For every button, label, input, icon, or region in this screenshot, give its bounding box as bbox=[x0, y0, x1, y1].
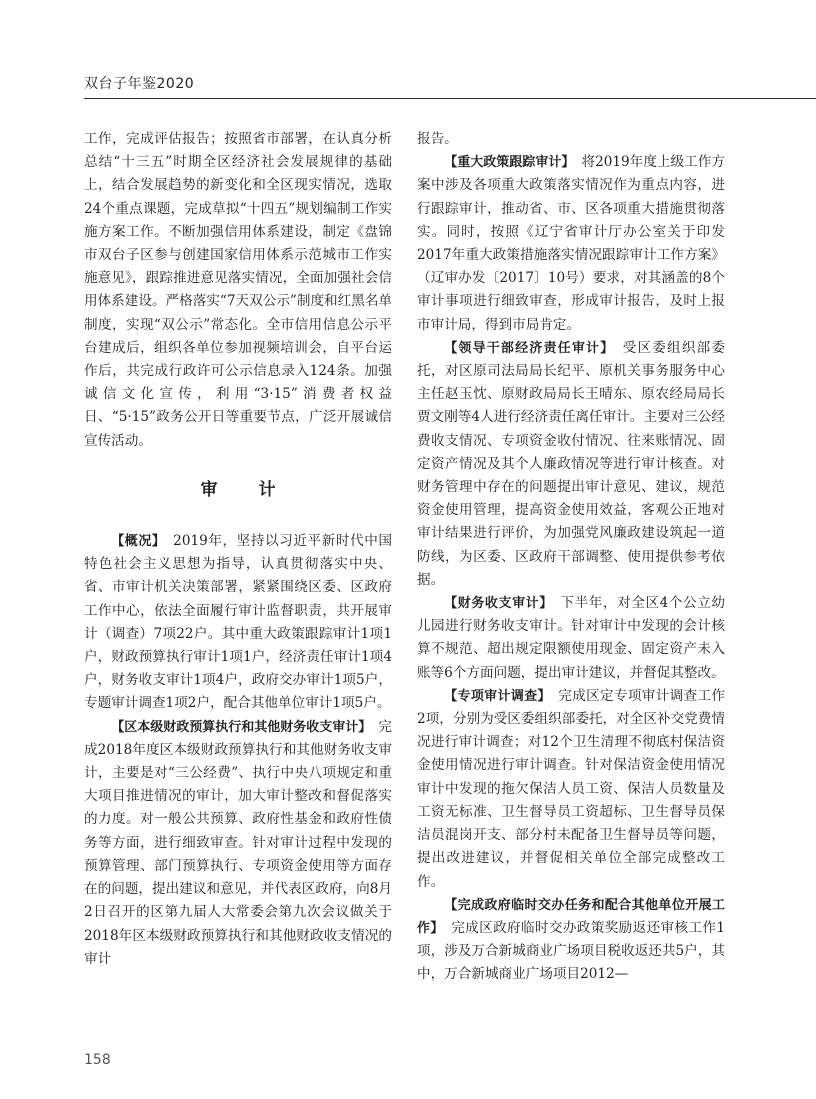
overview-body: 2019年，坚持以习近平新时代中国特色社会主义思想为指导，认真贯彻落实中央、省、市审计机关决策部署，紧紧围绕区委、区政府工作中心，依法全面履行审计监督职责，共开展审计（调查）7项22户。其中重大政策跟踪审计1项1户，财政预算执行审计1项1户，经济责任审计1项4户，财务收支审计1项4户，政府交办审计1项5户，专题审计调查1项2户，配合其他单位审计1项5户。 bbox=[84, 533, 392, 712]
budget-audit-lead: 【区本级财政预算执行和其他财务收支审计】 bbox=[111, 719, 365, 735]
section-title: 审 计 bbox=[200, 479, 288, 500]
cadre-audit-body: 受区委组织部委托，对区原司法局局长纪平、原机关事务服务中心主任赵玉忱、原财政局局长王晴东、原农经局局长贾文刚等4人进行经济责任离任审计。主要对三公经费收支情况、专项资金收付情况、往来账情况、固定资产情况及其个人廉政情况等进行审计核查。对财务管理中存在的问题提出审计意见、建议，规范资金使用管理，提高资金使用效益，客观公正地对审计结果进行评价，为加强党风廉政建设筑起一道防线，为区委、区政府干部调整、使用提供参考依据。 bbox=[417, 339, 725, 588]
budget-audit-paragraph bbox=[84, 716, 392, 971]
policy-audit-paragraph bbox=[417, 151, 725, 337]
running-header-title: 双台子年鉴2020 bbox=[84, 76, 195, 92]
policy-audit-lead: 【重大政策跟踪审计】 bbox=[444, 155, 568, 171]
continuation-paragraph: 工作，完成评估报告；按照省市部署，在认真分析总结“十三五”时期全区经济社会发展规律的基础上，结合发展趋势的新变化和全区现实情况，选取24个重点课题，完成草拟“十四五”规划编制工作实施方案工作。不断加强信用体系建设，制定《盘锦市双台子区参与创建国家信用体系示范城市工作实施意见》，跟踪推进意见落实情况，全面加强社会信用体系建设。严格落实“7天双公示”制度和红黑名单制度，实现“双公示”常态化。全市信用信息公示平台建成后，组织各单位参加视频培训会，自平台运作后，共完成行政许可公示信息录入124条。加强诚信文化宣传，利用“3·15”消费者权益日、“5·15”政务公开日等重要节点，广泛开展诚信宣传活动。 bbox=[84, 131, 393, 449]
left-column bbox=[84, 128, 392, 971]
temp-task-paragraph bbox=[417, 894, 725, 987]
special-audit-paragraph bbox=[417, 685, 725, 894]
page-number: 158 bbox=[84, 1052, 111, 1068]
right-column bbox=[417, 128, 725, 987]
temp-task-lead: 【完成政府临时交办任务和配合其他单位开展工作】 bbox=[417, 897, 725, 936]
header-rule bbox=[84, 98, 816, 99]
cadre-audit-lead: 【领导干部经济责任审计】 bbox=[444, 340, 608, 356]
policy-audit-body: 将2019年度上级工作方案中涉及各项重大政策落实情况作为重点内容，进行跟踪审计，推动省、市、区各项重大措施贯彻落实。同时，按照《辽宁省审计厅办公室关于印发2017年重大政策措施落实情况跟踪审计工作方案》（辽审办发〔2017〕10号）要求，对其涵盖的8个审计事项进行细致审查，形成审计报告，及时上报市审计局，得到市局肯定。 bbox=[417, 154, 725, 333]
budget-audit-body: 完成2018年度区本级财政预算执行和其他财务收支审计，主要是对“三公经费”、执行中央八项规定和重大项目推进情况的审计，加大审计整改和督促落实的力度。对一般公共预算、政府性基金和政府性债务等方面，进行细致审查。针对审计过程中发现的预算管理、部门预算执行、专项资金使用等方面存在的问题，提出建议和意见，并代表区政府，向8月2日召开的区第九届人大常委会第九次会议做关于2018年区本级财政预算执行和其他财政收支情况的审计 bbox=[84, 718, 392, 967]
right-continuation-paragraph: 报告。 bbox=[417, 131, 458, 147]
finance-audit-paragraph bbox=[417, 592, 725, 685]
finance-audit-body: 下半年，对全区4个公立幼儿园进行财务收支审计。针对审计中发现的会计核算不规范、超出规定限额使用现金、固定资产未入账等6个方面问题，提出审计建议，并督促其整改。 bbox=[417, 595, 725, 681]
overview-lead: 【概况】 bbox=[111, 534, 159, 550]
special-audit-lead: 【专项审计调查】 bbox=[444, 688, 545, 704]
finance-audit-lead: 【财务收支审计】 bbox=[444, 596, 547, 612]
overview-paragraph bbox=[84, 530, 392, 716]
temp-task-body: 完成区政府临时交办政策奖励返还审核工作1项，涉及万合新城商业广场项目税收返还共5户，其中，万合新城商业广场项目2012— bbox=[417, 919, 726, 983]
cadre-audit-paragraph bbox=[417, 337, 725, 592]
special-audit-body: 完成区定专项审计调查工作2项，分别为受区委组织部委托，对全区补交党费情况进行审计调查；对12个卫生清理不彻底村保洁资金使用情况进行审计调查。针对保洁资金使用情况审计中发现的拖欠保洁人员工资、保洁人员数量及工资无标准、卫生督导员工资超标、卫生督导员保洁员混岗开支、部分村未配备卫生督导员等问题，提出改进建议，并督促相关单位全部完成整改工作。 bbox=[417, 687, 726, 890]
